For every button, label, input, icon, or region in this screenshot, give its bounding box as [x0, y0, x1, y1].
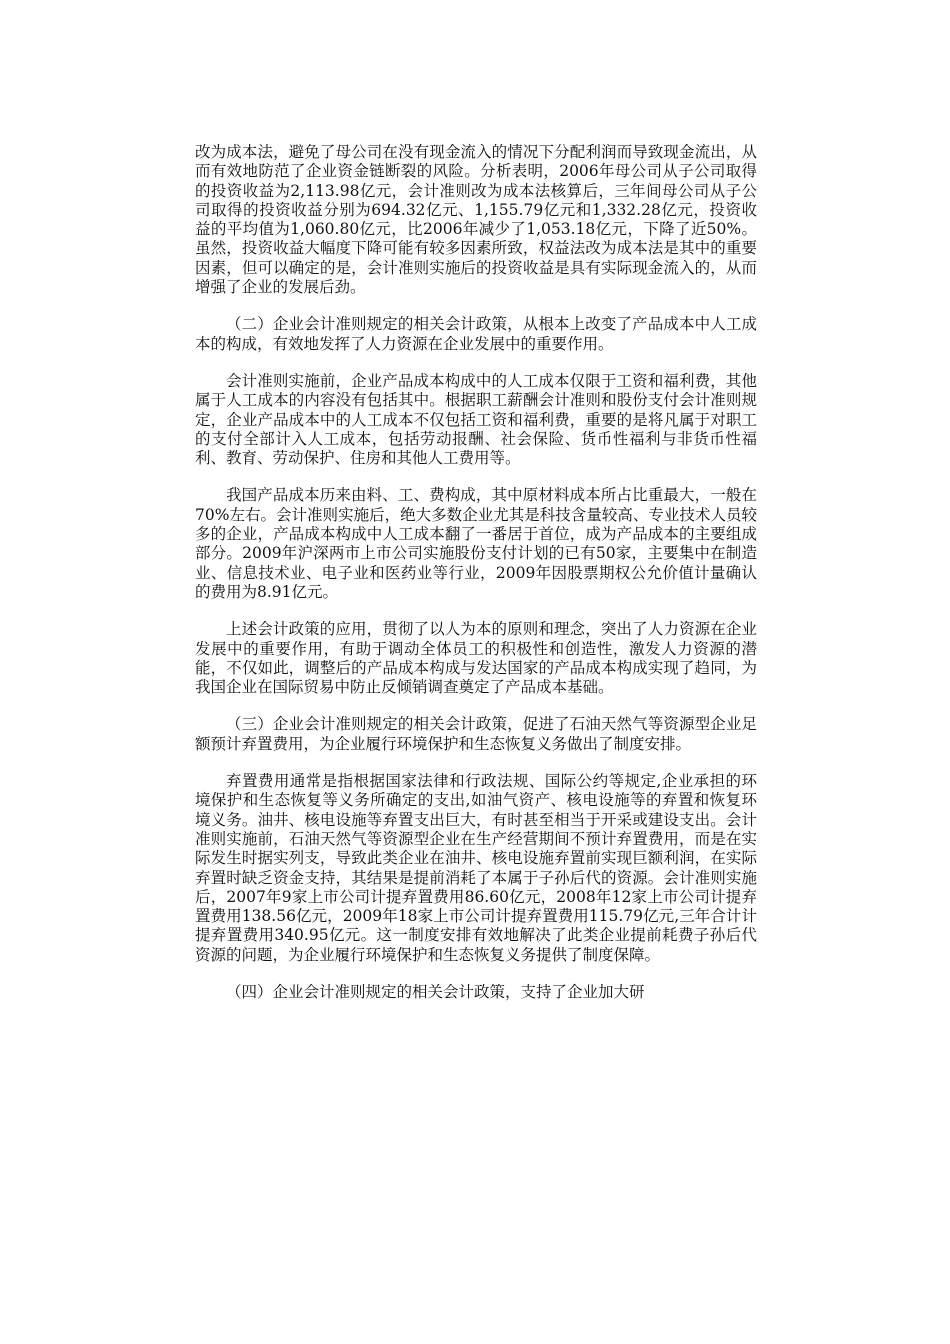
paragraph-heading-4: （四）企业会计准则规定的相关会计政策，支持了企业加大研 [226, 982, 645, 1001]
paragraph-heading-3: （三）企业会计准则规定的相关会计政策，促进了石油天然气等资源型企业足额预计弃置费用，为企业履行环境保护和生态恢复义务做出了制度安排。 [195, 715, 757, 753]
paragraph-heading-2: （二）企业会计准则规定的相关会计政策，从根本上改变了产品成本中人工成本的构成，有效地发挥了人力资源在企业发展中的重要作用。 [195, 315, 757, 353]
paragraph-3: 会计准则实施前，企业产品成本构成中的人工成本仅限于工资和福利费，其他属于人工成本的内容没有包括其中。根据职工薪酬会计准则和股份支付会计准则规定，企业产品成本中的人工成本不仅包括工资和福利费，重要的是将凡属于对职工的支付全部计入人工成本，包括劳动报酬、社会保险、货币性福利与非货币性福利、教育、劳动保护、住房和其他人工费用等。 [195, 371, 757, 468]
document-body [195, 143, 757, 1020]
paragraph-5: 上述会计政策的应用，贯彻了以人为本的原则和理念，突出了人力资源在企业发展中的重要作用，有助于调动全体员工的积极性和创造性，激发人力资源的潜能，不仅如此，调整后的产品成本构成与发达国家的产品成本构成实现了趋同，为我国企业在国际贸易中防止反倾销调查奠定了产品成本基础。 [195, 620, 757, 697]
paragraph-7: 弃置费用通常是指根据国家法律和行政法规、国际公约等规定,企业承担的环境保护和生态恢复等义务所确定的支出,如油气资产、核电设施等的弃置和恢复环境义务。油井、核电设施等弃置支出巨大，有时甚至相当于开采或建设支出。会计准则实施前，石油天然气等资源型企业在生产经营期间不预计弃置费用，而是在实际发生时据实列支，导致此类企业在油井、核电设施弃置前实现巨额利润，在实际弃置时缺乏资金支持，其结果是提前消耗了本属于子孙后代的资源。会计准则实施后，2007年9家上市公司计提弃置费用86.60亿元，2008年12家上市公司计提弃置费用138.56亿元，2009年18家上市公司计提弃置费用115.79亿元,三年合计计提弃置费用340.95亿元。这一制度安排有效地解决了此类企业提前耗费子孙后代资源的问题，为企业履行环境保护和生态恢复义务提供了制度保障。 [195, 772, 757, 964]
paragraph-1: 改为成本法，避免了母公司在没有现金流入的情况下分配利润而导致现金流出，从而有效地防范了企业资金链断裂的风险。分析表明，2006年母公司从子公司取得的投资收益为2,113.98亿元，会计准则改为成本法核算后，三年间母公司从子公司取得的投资收益分别为694.32亿元、1,155.79亿元和1,332.28亿元，投资收益的平均值为1,060.80亿元，比2006年减少了1,053.18亿元，下降了近50%。虽然，投资收益大幅度下降可能有较多因素所致，权益法改为成本法是其中的重要因素，但可以确定的是，会计准则实施后的投资收益是具有实际现金流入的，从而增强了企业的发展后劲。 [195, 143, 757, 297]
paragraph-4: 我国产品成本历来由料、工、费构成，其中原材料成本所占比重最大，一般在70%左右。会计准则实施后，绝大多数企业尤其是科技含量较高、专业技术人员较多的企业，产品成本构成中人工成本翻了一番居于首位，成为产品成本的主要组成部分。2009年沪深两市上市公司实施股份支付计划的已有50家，主要集中在制造业、信息技术业、电子业和医药业等行业，2009年因股票期权公允价值计量确认的费用为8.91亿元。 [195, 486, 757, 601]
